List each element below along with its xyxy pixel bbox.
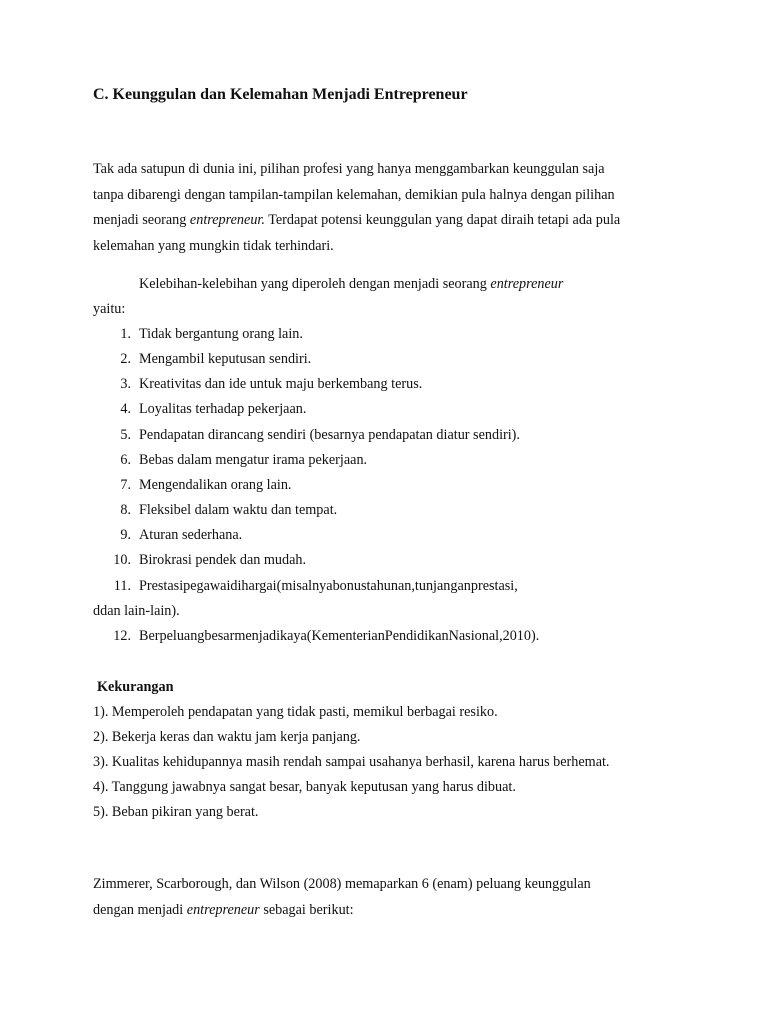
list-item-text: Fleksibel dalam waktu dan tempat.	[139, 502, 338, 518]
list-item-number: 12.	[113, 628, 131, 644]
benefits-intro-emphasis: entrepreneur	[490, 276, 564, 292]
list-item-text: Berpeluangbesarmenjadikaya(KementerianPendidikanNasional,2010).	[139, 628, 540, 644]
benefits-intro	[139, 276, 563, 293]
weaknesses-heading: Kekurangan	[97, 679, 174, 695]
paragraph-line-3-pre: menjadi seorang	[93, 212, 190, 228]
list-item-number: 9.	[120, 527, 131, 543]
list-item-number: 3.	[120, 376, 131, 392]
paragraph-line-3	[93, 208, 683, 234]
list-item-text: Aturan sederhana.	[139, 527, 243, 543]
list-item: 3). Kualitas kehidupannya masih rendah sampai usahanya berhasil, karena harus berhemat.	[93, 754, 610, 770]
paragraph-line-3-emphasis: entrepreneur.	[189, 212, 265, 228]
closing-line-1: Zimmerer, Scarborough, dan Wilson (2008) memaparkan 6 (enam) peluang keunggulan	[93, 876, 591, 892]
closing-line-2	[93, 898, 591, 924]
list-item: 1). Memperoleh pendapatan yang tidak pasti, memikul berbagai resiko.	[93, 704, 498, 720]
list-item-text: Mengendalikan orang lain.	[139, 477, 292, 493]
list-item-number: 1.	[120, 326, 131, 342]
list-item-number: 2.	[120, 351, 131, 367]
paragraph-line-4: kelemahan yang mungkin tidak terhindari.	[93, 237, 334, 254]
benefits-intro-pre: Kelebihan-kelebihan yang diperoleh dengan menjadi seorang	[139, 276, 491, 292]
benefits-intro-yaitu: yaitu:	[93, 301, 126, 317]
list-item-text: Tidak bergantung orang lain.	[139, 326, 303, 342]
list-item-text: Mengambil keputusan sendiri.	[139, 351, 312, 367]
list-item-text: Bebas dalam mengatur irama pekerjaan.	[139, 452, 368, 468]
list-item-number: 6.	[120, 452, 131, 468]
list-item: 4). Tanggung jawabnya sangat besar, banyak keputusan yang harus dibuat.	[93, 779, 516, 795]
list-item: 2). Bekerja keras dan waktu jam kerja panjang.	[93, 729, 361, 745]
list-item: 5). Beban pikiran yang berat.	[93, 804, 259, 820]
closing-line-2-emphasis: entrepreneur	[186, 901, 260, 918]
paragraph-line-1: Tak ada satupun di dunia ini, pilihan profesi yang hanya menggambarkan keunggulan saja	[93, 161, 605, 177]
closing-paragraph	[93, 872, 591, 923]
list-item-number: 11.	[113, 578, 131, 594]
paragraph-line-3-post: Terdapat potensi keunggulan yang dapat diraih tetapi ada pula	[264, 212, 621, 228]
list-item-text: Prestasipegawaidihargai(misalnyabonustahunan,tunjanganprestasi,	[139, 578, 518, 594]
list-item-text: Loyalitas terhadap pekerjaan.	[139, 401, 307, 417]
list-item-text: Birokrasi pendek dan mudah.	[139, 552, 307, 568]
closing-line-2-pre: dengan menjadi	[93, 901, 187, 918]
list-item-number: 8.	[120, 502, 131, 518]
closing-line-2-post: sebagai berikut:	[259, 901, 354, 918]
list-item-number: 7.	[120, 477, 131, 493]
list-item-text: Pendapatan dirancang sendiri (besarnya pendapatan diatur sendiri).	[139, 427, 520, 443]
list-item-number: 10.	[113, 552, 131, 568]
list-item-continuation: ddan lain-lain).	[93, 603, 180, 619]
list-item-number: 5.	[120, 427, 131, 443]
list-item-number: 4.	[120, 401, 131, 417]
intro-paragraph	[93, 157, 683, 259]
paragraph-line-2: tanpa dibarengi dengan tampilan-tampilan kelemahan, demikian pula halnya dengan pilihan	[93, 186, 615, 203]
list-item-text: Kreativitas dan ide untuk maju berkembang terus.	[139, 376, 423, 392]
section-heading: C. Keunggulan dan Kelemahan Menjadi Entrepreneur	[93, 86, 468, 103]
